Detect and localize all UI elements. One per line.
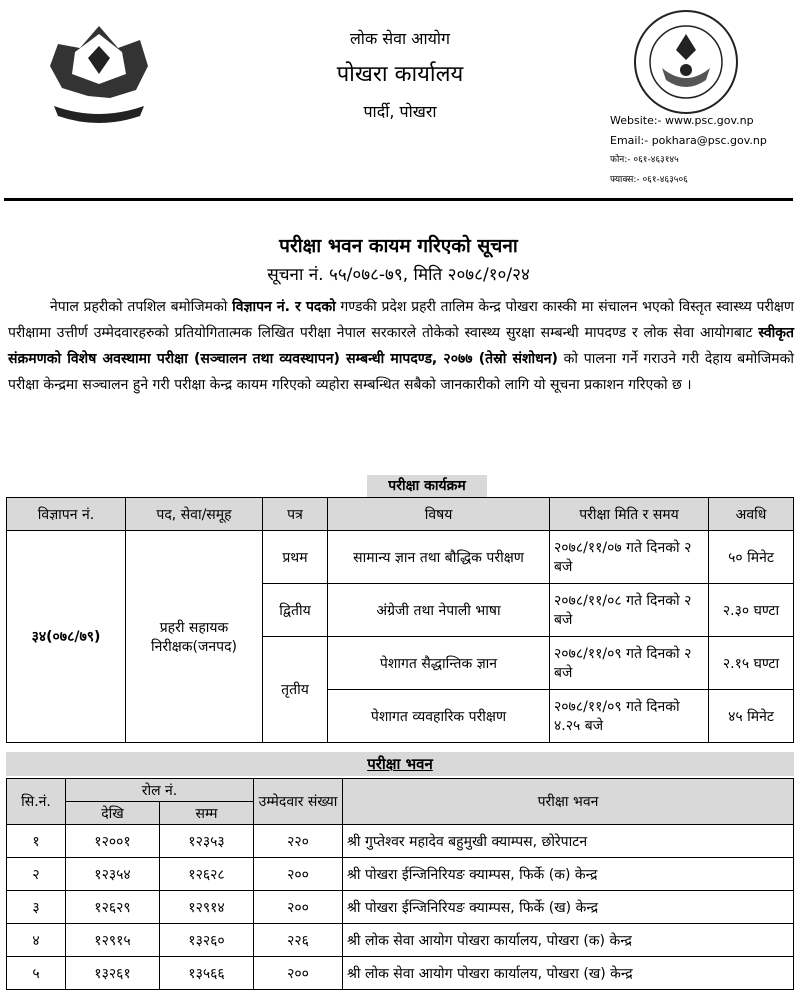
fax-number: फ्याक्स:- ०६१-४६३५०६	[610, 175, 688, 185]
serial-number: २	[7, 858, 66, 891]
email-link[interactable]: Email:- pokhara@psc.gov.np	[610, 134, 767, 147]
table-header-row	[7, 779, 794, 802]
header-roll: रोल नं.	[66, 779, 254, 802]
header-center: परीक्षा भवन	[343, 779, 794, 825]
exam-date: २०७८/११/०९ गते दिनको २ बजे	[550, 637, 709, 690]
notice-body: नेपाल प्रहरीको तपशिल बमोजिमको विज्ञापन नं. र पदको गण्डकी प्रदेश प्रहरी तालिम केन्द्र पोखरा कास्की मा संचालन भएको विस्तृत स्वास्थ्य परीक्षण परीक्षामा उत्तीर्ण उम्मेदवारहरुको प्रतियोगितात्मक लिखित परीक्षा नेपाल सरकारले तोकेको स्वास्थ्य सुरक्षा सम्बन्धी मापदण्ड र लोक सेवा आयोगबाट स्वीकृत संक्रमणको विशेष अवस्थामा परीक्षा (सञ्चालन तथा व्यवस्थापन) सम्बन्धी मापदण्ड, २०७७ (तेस्रो संशोधन) को पालना गर्ने गराउने गरी देहाय बमोजिमको परीक्षा केन्द्रमा सञ्चालन हुने गरी परीक्षा केन्द्र कायम गरिएको व्यहोरा सम्बन्धित सबैको जानकारीको लागि यो सूचना प्रकाशन गरिएको छ ।	[8, 299, 794, 393]
roll-from: १२००१	[66, 825, 160, 858]
notice-title: परीक्षा भवन कायम गरिएको सूचना	[279, 235, 518, 257]
office-address: पार्दी, पोखरा	[363, 102, 437, 121]
paper: प्रथम	[263, 531, 328, 584]
table-row	[7, 891, 794, 924]
roll-to: १३५६६	[160, 957, 254, 990]
post-name: प्रहरी सहायक निरीक्षक(जनपद)	[126, 531, 263, 743]
candidate-count: २००	[254, 858, 343, 891]
letterhead	[0, 0, 797, 200]
candidate-count: २२०	[254, 825, 343, 858]
roll-from: १३२६१	[66, 957, 160, 990]
table-row	[7, 825, 794, 858]
duration: २.१५ घण्टा	[709, 637, 794, 690]
adv-number: ३४(०७८/७९)	[7, 531, 126, 743]
center-name: श्री पोखरा ईन्जिनिरियङ क्याम्पस, फिर्के (ख) केन्द्र	[343, 891, 794, 924]
serial-number: ३	[7, 891, 66, 924]
paper: तृतीय	[263, 637, 328, 743]
roll-to: १३२६०	[160, 924, 254, 957]
header-to: सम्म	[160, 802, 254, 825]
serial-number: ४	[7, 924, 66, 957]
roll-from: १२६२९	[66, 891, 160, 924]
center-name: श्री गुप्तेश्वर महादेव बहुमुखी क्याम्पस, छोरेपाटन	[343, 825, 794, 858]
header-date: परीक्षा मिति र समय	[550, 498, 709, 531]
office-name: पोखरा कार्यालय	[336, 62, 464, 87]
center-name: श्री पोखरा ईन्जिनिरियङ क्याम्पस, फिर्के (क) केन्द्र	[343, 858, 794, 891]
roll-from: १२९१५	[66, 924, 160, 957]
roll-to: १२९१४	[160, 891, 254, 924]
table-row	[7, 924, 794, 957]
header-sn: सि.नं.	[7, 779, 66, 825]
header-subject: विषय	[328, 498, 550, 531]
exam-programme-table	[6, 497, 794, 743]
table-header-row	[7, 498, 794, 531]
nepal-emblem-icon	[40, 18, 158, 128]
candidate-count: २००	[254, 891, 343, 924]
serial-number: ५	[7, 957, 66, 990]
psc-seal-icon	[632, 8, 740, 116]
candidate-count: २००	[254, 957, 343, 990]
exam-date: २०७८/११/०७ गते दिनको २ बजे	[550, 531, 709, 584]
subject: पेशागत सैद्धान्तिक ज्ञान	[328, 637, 550, 690]
notice-number: सूचना नं. ५५/०७८-७९, मिति २०७८/१०/२४	[267, 265, 530, 285]
roll-to: १२३५३	[160, 825, 254, 858]
centers-heading: परीक्षा भवन	[6, 752, 794, 776]
header-count: उम्मेदवार संख्या	[254, 779, 343, 825]
candidate-count: २२६	[254, 924, 343, 957]
center-name: श्री लोक सेवा आयोग पोखरा कार्यालय, पोखरा (क) केन्द्र	[343, 924, 794, 957]
header-from: देखि	[66, 802, 160, 825]
header-paper: पत्र	[263, 498, 328, 531]
duration: ५० मिनेट	[709, 531, 794, 584]
subject: अंग्रेजी तथा नेपाली भाषा	[328, 584, 550, 637]
table-row	[7, 858, 794, 891]
programme-heading: परीक्षा कार्यक्रम	[367, 475, 487, 497]
table-row	[7, 531, 794, 584]
header-post: पद, सेवा/समूह	[126, 498, 263, 531]
paper: द्वितीय	[263, 584, 328, 637]
duration: २.३० घण्टा	[709, 584, 794, 637]
exam-centers-table	[6, 778, 794, 990]
subject: सामान्य ज्ञान तथा बौद्धिक परीक्षण	[328, 531, 550, 584]
header-duration: अवधि	[709, 498, 794, 531]
header-divider	[4, 198, 793, 201]
header-adv-no: विज्ञापन नं.	[7, 498, 126, 531]
subject: पेशागत व्यवहारिक परीक्षण	[328, 690, 550, 743]
exam-date: २०७८/११/०९ गते दिनको ४.२५ बजे	[550, 690, 709, 743]
serial-number: १	[7, 825, 66, 858]
table-row	[7, 957, 794, 990]
duration: ४५ मिनेट	[709, 690, 794, 743]
exam-date: २०७८/११/०८ गते दिनको २ बजे	[550, 584, 709, 637]
roll-to: १२६२८	[160, 858, 254, 891]
commission-name: लोक सेवा आयोग	[349, 29, 451, 48]
center-name: श्री लोक सेवा आयोग पोखरा कार्यालय, पोखरा (ख) केन्द्र	[343, 957, 794, 990]
phone-number: फोन:- ०६१-४६३१४५	[610, 155, 679, 165]
website-link[interactable]: Website:- www.psc.gov.np	[610, 114, 754, 127]
roll-from: १२३५४	[66, 858, 160, 891]
